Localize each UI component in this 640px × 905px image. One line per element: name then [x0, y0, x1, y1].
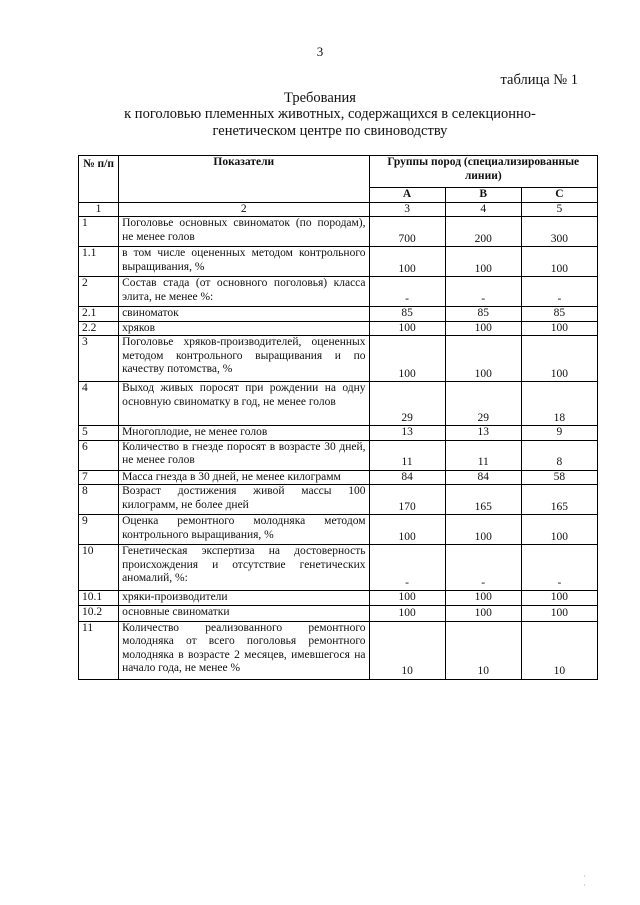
table-row [79, 515, 598, 545]
row-value-b: 29 [445, 382, 521, 426]
header-group-c: С [521, 188, 597, 203]
row-value-a: 11 [369, 440, 445, 470]
row-value-c: 8 [521, 440, 597, 470]
row-value-b: 100 [445, 605, 521, 621]
row-indicator: Поголовье хряков-производителей, оцененных методом контрольного выращивания и по качеству потомства, % [119, 336, 369, 382]
table-row [79, 321, 598, 336]
page-number: 3 [316, 44, 324, 59]
row-value-c: - [521, 545, 597, 591]
row-value-c: 100 [521, 321, 597, 336]
row-indicator: Оценка ремонтного молодняка методом контрольного выращивания, % [119, 515, 369, 545]
row-value-a: 100 [369, 605, 445, 621]
column-number: 5 [521, 202, 597, 217]
row-number: 1 [79, 217, 119, 247]
row-value-a: 84 [369, 470, 445, 485]
row-value-c: 9 [521, 426, 597, 441]
row-number: 9 [79, 515, 119, 545]
row-number: 5 [79, 426, 119, 441]
row-value-c: 58 [521, 470, 597, 485]
row-number: 1.1 [79, 247, 119, 277]
table-row [79, 217, 598, 247]
row-indicator: хряков [119, 321, 369, 336]
row-value-b: 84 [445, 470, 521, 485]
column-number: 2 [119, 202, 369, 217]
row-value-a: 100 [369, 591, 445, 606]
row-value-c: 100 [521, 591, 597, 606]
row-number: 10.1 [79, 591, 119, 606]
row-value-b: 100 [445, 515, 521, 545]
row-value-a: 29 [369, 382, 445, 426]
table-row [79, 336, 598, 382]
header-indicators: Показатели [119, 156, 369, 203]
row-number: 3 [79, 336, 119, 382]
row-number: 11 [79, 621, 119, 679]
row-indicator: Многоплодие, не менее голов [119, 426, 369, 441]
table-row [79, 277, 598, 307]
row-number: 2.2 [79, 321, 119, 336]
document-title: Требования [284, 90, 356, 106]
table-row [79, 485, 598, 515]
scan-mark: · · [583, 872, 586, 890]
table-row [79, 605, 598, 621]
row-indicator: Поголовье основных свиноматок (по породам), не менее голов [119, 217, 369, 247]
row-value-b: 10 [445, 621, 521, 679]
row-indicator: в том числе оцененных методом контрольного выращивания, % [119, 247, 369, 277]
row-value-b: 100 [445, 247, 521, 277]
row-value-b: 85 [445, 307, 521, 322]
row-number: 6 [79, 440, 119, 470]
row-value-a: 13 [369, 426, 445, 441]
table-row [79, 382, 598, 426]
table-row [79, 426, 598, 441]
row-value-b: - [445, 545, 521, 591]
row-number: 4 [79, 382, 119, 426]
row-value-c: 165 [521, 485, 597, 515]
row-indicator: основные свиноматки [119, 605, 369, 621]
row-value-c: 100 [521, 605, 597, 621]
row-indicator: Масса гнезда в 30 дней, не менее килограмм [119, 470, 369, 485]
row-value-c: 100 [521, 515, 597, 545]
table-row [79, 591, 598, 606]
table-row [79, 440, 598, 470]
row-indicator: Выход живых поросят при рождении на одну основную свиноматку в год, не менее голов [119, 382, 369, 426]
row-value-b: 100 [445, 591, 521, 606]
row-number: 2 [79, 277, 119, 307]
row-indicator: Генетическая экспертиза на достоверность происхождения и отсутствие генетических аномалий, %: [119, 545, 369, 591]
row-value-a: 100 [369, 336, 445, 382]
row-value-b: 200 [445, 217, 521, 247]
row-value-a: - [369, 545, 445, 591]
header-group-a: А [369, 188, 445, 203]
row-value-a: 170 [369, 485, 445, 515]
row-value-b: 100 [445, 321, 521, 336]
row-value-b: 100 [445, 336, 521, 382]
table-body [79, 217, 598, 680]
row-number: 10.2 [79, 605, 119, 621]
row-value-b: - [445, 277, 521, 307]
table-row [79, 470, 598, 485]
row-value-c: 100 [521, 247, 597, 277]
row-number: 7 [79, 470, 119, 485]
row-value-a: 100 [369, 247, 445, 277]
row-value-b: 165 [445, 485, 521, 515]
column-number: 4 [445, 202, 521, 217]
column-number: 1 [79, 202, 119, 217]
row-value-a: 85 [369, 307, 445, 322]
requirements-table [78, 155, 598, 680]
header-group-b: В [445, 188, 521, 203]
row-number: 2.1 [79, 307, 119, 322]
row-value-a: 700 [369, 217, 445, 247]
row-number: 10 [79, 545, 119, 591]
row-value-a: - [369, 277, 445, 307]
column-number: 3 [369, 202, 445, 217]
row-value-a: 10 [369, 621, 445, 679]
header-groups: Группы пород (специализированные линии) [369, 156, 597, 188]
row-value-b: 13 [445, 426, 521, 441]
table-row [79, 545, 598, 591]
row-indicator: Количество реализованного ремонтного молодняка от всего поголовья ремонтного молодняка в возрасте 2 месяцев, имевшегося на начало года, не менее % [119, 621, 369, 679]
row-indicator: хряки-производители [119, 591, 369, 606]
row-indicator: Количество в гнезде поросят в возрасте 30 дней, не менее голов [119, 440, 369, 470]
row-value-c: 300 [521, 217, 597, 247]
row-indicator: Состав стада (от основного поголовья) класса элита, не менее %: [119, 277, 369, 307]
row-value-c: - [521, 277, 597, 307]
header-no: № п/п [79, 156, 119, 203]
row-value-c: 100 [521, 336, 597, 382]
row-value-c: 85 [521, 307, 597, 322]
table-label: таблица № 1 [500, 72, 578, 88]
table-row [79, 621, 598, 679]
row-value-a: 100 [369, 515, 445, 545]
row-value-c: 18 [521, 382, 597, 426]
row-indicator: свиноматок [119, 307, 369, 322]
row-value-b: 11 [445, 440, 521, 470]
table-row [79, 247, 598, 277]
row-indicator: Возраст достижения живой массы 100 килограмм, не более дней [119, 485, 369, 515]
document-subtitle: к поголовью племенных животных, содержащихся в селекционно-генетическом центре по свиноводству [124, 106, 536, 139]
row-number: 8 [79, 485, 119, 515]
table-row [79, 307, 598, 322]
row-value-c: 10 [521, 621, 597, 679]
row-value-a: 100 [369, 321, 445, 336]
